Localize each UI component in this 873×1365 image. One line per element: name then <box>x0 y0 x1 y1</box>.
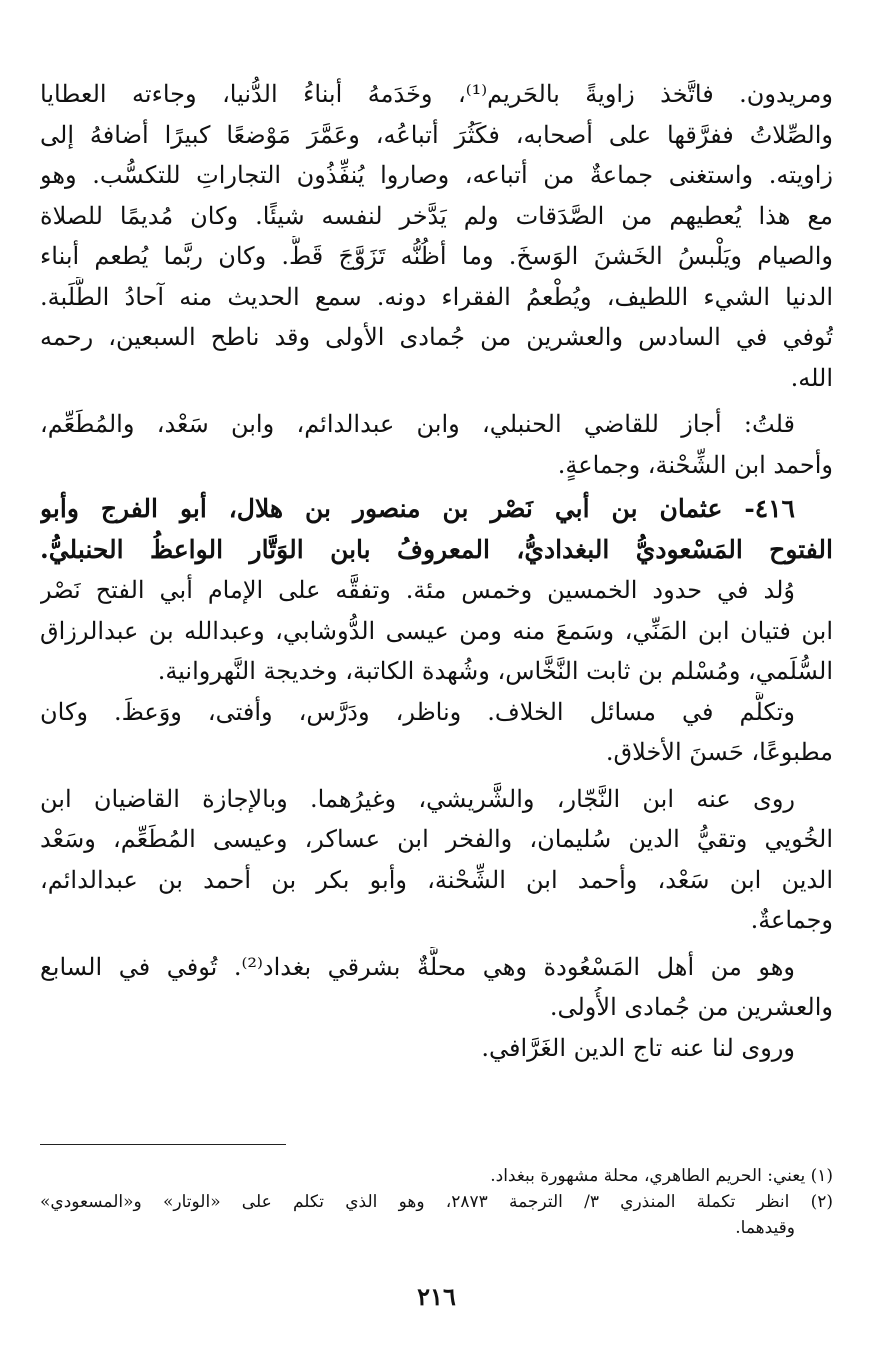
text-line: وُلد في حدود الخمسين وخمس مئة. وتفقَّه على الإمام أبي الفتح نَصْر <box>40 576 795 604</box>
page-number: ٢١٦ <box>417 1282 456 1311</box>
paragraph-3 <box>40 570 833 692</box>
text-line: ومريدون. فاتَّخذ زاويةً بالحَريم⁽¹⁾، وخَدَمهُ أبناءُ الدُّنيا، وجاءته العطايا <box>40 80 833 108</box>
text-line: مطبوعًا، حَسنَ الأخلاق. <box>605 738 833 766</box>
heading-line: ٤١٦- عثمان بن أبي نَصْر بن منصور بن هلال، أبو الفرج وأبو <box>40 494 795 523</box>
text-line: وتكلَّم في مسائل الخلاف. وناظر، ودَرَّس، وأفتى، ووَعظَ. وكان <box>40 697 795 726</box>
text-line: والصِّلاتُ ففرَّقها على أصحابه، فكَثُرَ أتباعُه، وعَمَّرَ مَوْضعًا كبيرًا أضافهُ إلى <box>40 120 833 149</box>
text-line: قلتُ: أجاز للقاضي الحنبلي، وابن عبدالدائم، وابن سَعْد، والمُطَعِّم، <box>40 410 795 438</box>
text-line: ابن فتيان ابن المَنِّي، وسَمعَ منه ومن عيسى الدُّوشابي، وعبدالله بن عبدالرزاق <box>40 616 833 645</box>
text-line: السُّلَمي، ومُسْلم بن ثابت النَّخَّاس، وشُهدة الكاتبة، وخديجة النَّهروانية. <box>157 657 833 685</box>
paragraph-7 <box>40 1028 833 1069</box>
footnote-1: (١) يعني: الحريم الطاهري، محلة مشهورة ببغداد. <box>490 1166 833 1186</box>
text-line: وهو من أهل المَسْعُودة وهي محلَّةٌ بشرقي بغداد⁽²⁾. تُوفي في السابع <box>40 952 796 981</box>
text-line: وجماعةٌ. <box>750 906 833 934</box>
text-line: تُوفي في السادس والعشرين من جُمادى الأولى وقد ناطح السبعين، رحمه <box>40 323 833 351</box>
text-line: والعشرين من جُمادى الأُولى. <box>549 993 833 1021</box>
text-line: وأحمد ابن الشِّحْنة، وجماعةٍ. <box>557 450 833 479</box>
text-line: الدنيا الشيء اللطيف، ويُطْعمُ الفقراء دونه. سمع الحديث منه آحادُ الطَّلَبة. <box>40 282 833 311</box>
text-line: والصيام ويَلْبسُ الخَشنَ الوَسخَ. وما أظُنُّه تَزَوَّجَ قَطُّ. وكان ربَّما يُطعم أبناء <box>40 242 833 270</box>
entry-heading <box>40 489 833 570</box>
paragraph-5 <box>40 779 833 941</box>
heading-line: الفتوح المَسْعوديُّ البغداديُّ، المعروفُ بابن الوَتَّار الواعظُ الحنبليُّ. <box>40 534 833 564</box>
paragraph-2 <box>40 404 833 485</box>
text-line: روى عنه ابن النَّجّار، والشَّريشي، وغيرُهما. وبالإجازة القاضيان ابن <box>40 784 795 813</box>
text-line: وروى لنا عنه تاج الدين الغَرَّافي. <box>481 1033 795 1062</box>
text-line: الدين ابن سَعْد، وأحمد ابن الشِّحْنة، وأبو بكر بن أحمد بن عبدالدائم، <box>40 865 833 894</box>
paragraph-4 <box>40 692 833 773</box>
text-line: الخُويي وتقيُّ الدين سُليمان، والفخر ابن عساكر، وعيسى المُطَعِّم، وسَعْد <box>40 825 833 853</box>
footnotes <box>40 1163 833 1241</box>
paragraph-6 <box>40 947 833 1028</box>
footnote-2-continuation: وقيدهما. <box>735 1218 795 1238</box>
text-line: زاويته. واستغنى جماعةٌ من أتباعه، وصاروا يُنفِّذُون التجاراتِ للتكسُّب. وهو <box>40 161 833 189</box>
paragraph-1 <box>40 74 833 398</box>
footnote-divider <box>40 1144 286 1145</box>
footnote-2: (٢) انظر تكملة المنذري ٣/ الترجمة ٢٨٧٣، وهو الذي تكلم على «الوتار» و«المسعودي» <box>40 1192 833 1212</box>
main-text <box>40 74 833 1068</box>
text-line: مع هذا يُعطيهم من الصَّدَقات ولم يَدَّخر لنفسه شيئًا. وكان مُديمًا للصلاة <box>40 201 833 230</box>
text-line: الله. <box>790 363 833 392</box>
